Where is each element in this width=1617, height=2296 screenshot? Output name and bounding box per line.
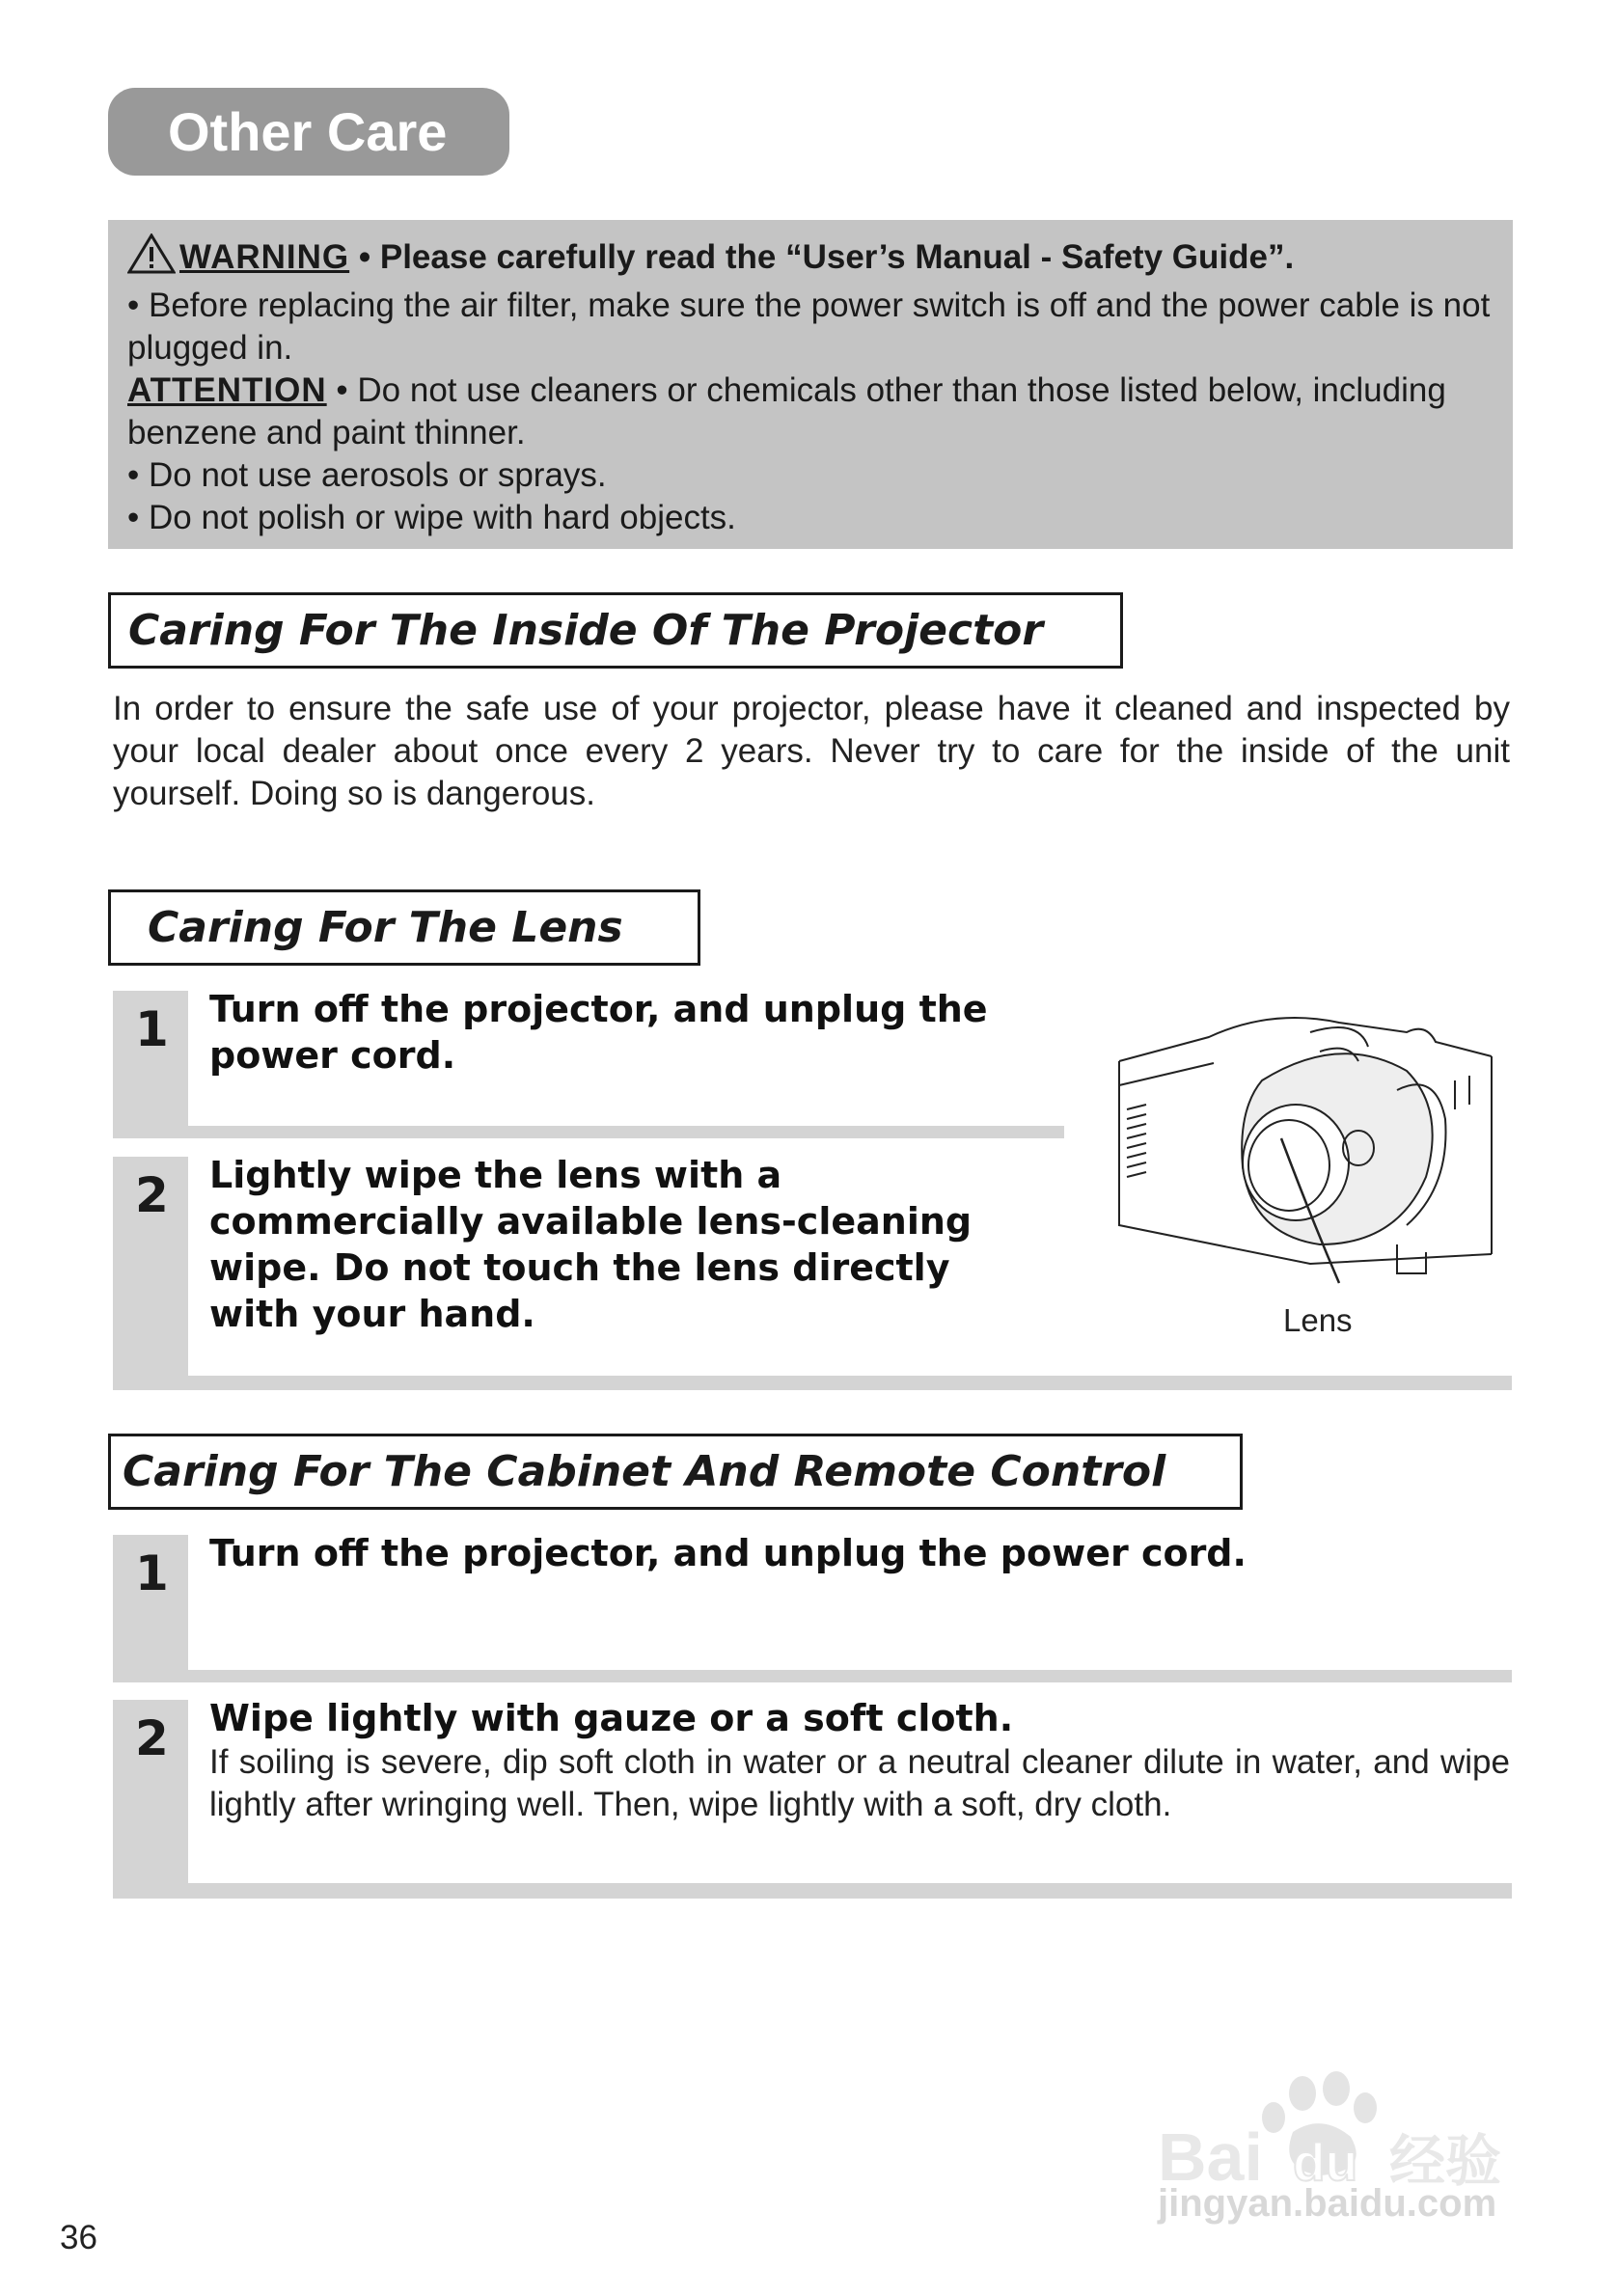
step-number: 1 [135, 1001, 169, 1057]
warning-headline: • Please carefully read the “User’s Manual - Safety Guide”. [358, 238, 1295, 276]
section-title-cabinet: Caring For The Cabinet And Remote Control [108, 1434, 1243, 1510]
step-number: 2 [135, 1710, 169, 1766]
inside-paragraph: In order to ensure the safe use of your projector, please have it cleaned and inspected by your local dealer about once every 2 years. Never try to care for the inside of the unit yourself. Doing so is dangerous. [113, 690, 1510, 812]
projector-lens-illustration [1117, 1003, 1494, 1293]
attention-text: • Do not use cleaners or chemicals other than those listed below, including benzene and paint thinner. [127, 371, 1446, 451]
step-number: 2 [135, 1167, 169, 1223]
svg-text:Bai: Bai [1158, 2119, 1263, 2195]
step-number: 1 [135, 1545, 169, 1601]
step-text: Turn off the projector, and unplug the power cord. [209, 1532, 1247, 1574]
svg-text:经验: 经验 [1389, 2128, 1502, 2194]
step-text: Wipe lightly with gauze or a soft cloth. [209, 1697, 1014, 1739]
figure-label-lens: Lens [1283, 1302, 1353, 1338]
warning-line: • Do not polish or wipe with hard objects. [127, 499, 736, 536]
svg-text:du: du [1293, 2132, 1358, 2192]
section-title-lens: Caring For The Lens [108, 889, 700, 966]
section-title-inside: Caring For The Inside Of The Projector [108, 592, 1123, 669]
step-text: Turn off the projector, and unplug the power cord. [209, 988, 988, 1077]
warning-box [108, 220, 1513, 549]
warning-line: • Do not use aerosols or sprays. [127, 456, 607, 494]
warning-triangle-icon [127, 233, 176, 285]
watermark-url: jingyan.baidu.com [1158, 2182, 1497, 2225]
attention-label: ATTENTION [127, 371, 327, 409]
warning-label: WARNING [179, 238, 350, 276]
page-title: Other Care [108, 88, 509, 176]
step-subtext: If soiling is severe, dip soft cloth in water or a neutral cleaner dilute in water, and wipe lightly after wringing well. Then, wipe lightly with a soft, dry cloth. [209, 1743, 1510, 1823]
page-number: 36 [60, 2219, 97, 2256]
warning-line: • Before replacing the air filter, make sure the power switch is off and the power cable is not plugged in. [127, 287, 1491, 367]
step-text: Lightly wipe the lens with a commercially available lens-cleaning wipe. Do not touch the lens directly with your hand. [209, 1154, 973, 1335]
